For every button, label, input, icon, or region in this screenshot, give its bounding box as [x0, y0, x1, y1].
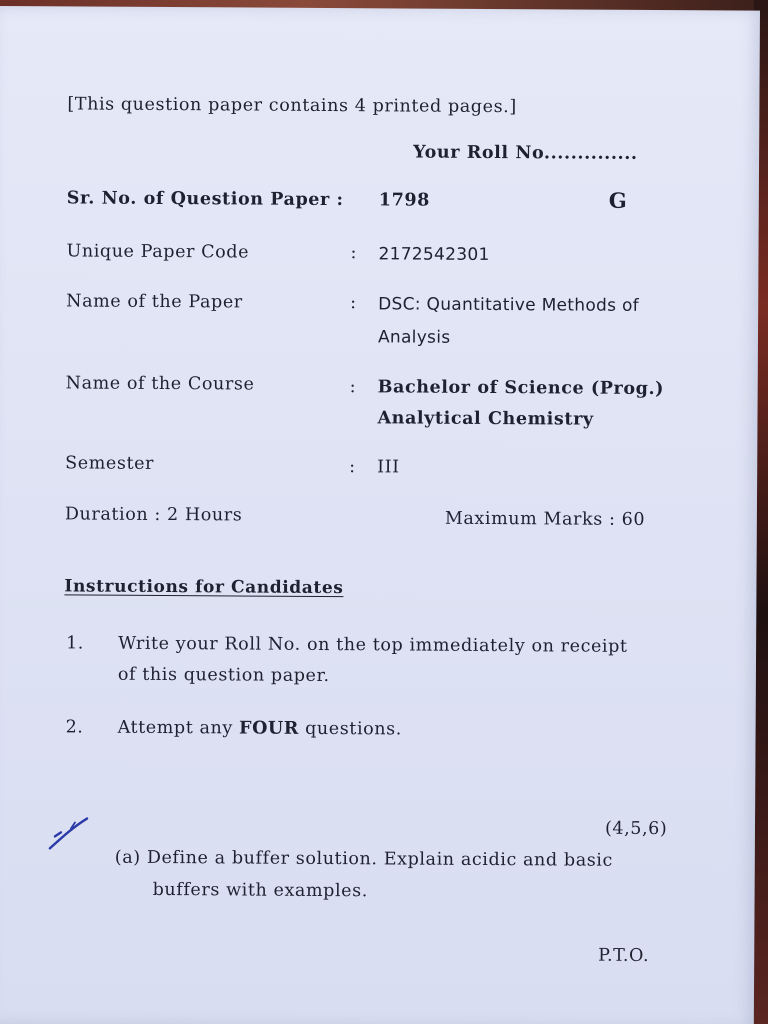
instruction-2-bold: FOUR — [239, 718, 300, 739]
paper-name-value-line1: DSC: Quantitative Methods of — [378, 294, 640, 316]
instruction-2-number: 2. — [65, 717, 84, 738]
sr-no-label: Sr. No. of Question Paper : — [66, 188, 344, 211]
question-1a-line1: (a) Define a buffer solution. Explain acidic and basic — [114, 847, 613, 871]
instruction-1-number: 1. — [66, 633, 85, 654]
paper-code-sep: : — [350, 243, 358, 264]
course-name-label: Name of the Course — [65, 373, 255, 395]
instruction-1-line1: Write your Roll No. on the top immediately on receipt — [118, 633, 628, 657]
question-1-marks: (4,5,6) — [604, 818, 668, 840]
instruction-2-post: questions. — [298, 718, 402, 740]
course-name-value-line1: Bachelor of Science (Prog.) — [377, 377, 665, 400]
instruction-1-line2: of this question paper. — [117, 664, 330, 687]
semester-label: Semester — [65, 453, 155, 474]
course-name-sep: : — [349, 377, 357, 398]
pages-note: [This question paper contains 4 printed pages.] — [67, 94, 517, 118]
instructions-heading: Instructions for Candidates — [64, 576, 344, 599]
set-letter: G — [608, 187, 628, 213]
question-1a-line2: buffers with examples. — [152, 879, 368, 902]
duration: Duration : 2 Hours — [64, 504, 243, 526]
paper-code-label: Unique Paper Code — [66, 241, 250, 263]
semester-sep: : — [349, 457, 356, 478]
pto-footer: P.T.O. — [598, 945, 650, 966]
paper-code-value: 2172542301 — [378, 244, 490, 265]
paper-name-value-line2: Analysis — [377, 327, 451, 348]
paper-name-sep: : — [350, 293, 357, 314]
semester-value: III — [377, 457, 400, 478]
instruction-2-text — [118, 718, 402, 740]
roll-no-field: Your Roll No.............. — [413, 142, 638, 164]
handwritten-tick-mark — [47, 814, 91, 854]
sr-no-value: 1798 — [378, 190, 430, 211]
course-name-value-line2: Analytical Chemistry — [377, 408, 594, 430]
instruction-2-pre: Attempt any — [117, 717, 240, 739]
paper-name-label: Name of the Paper — [66, 291, 243, 313]
max-marks: Maximum Marks : 60 — [444, 508, 646, 530]
question-paper — [0, 6, 760, 1024]
